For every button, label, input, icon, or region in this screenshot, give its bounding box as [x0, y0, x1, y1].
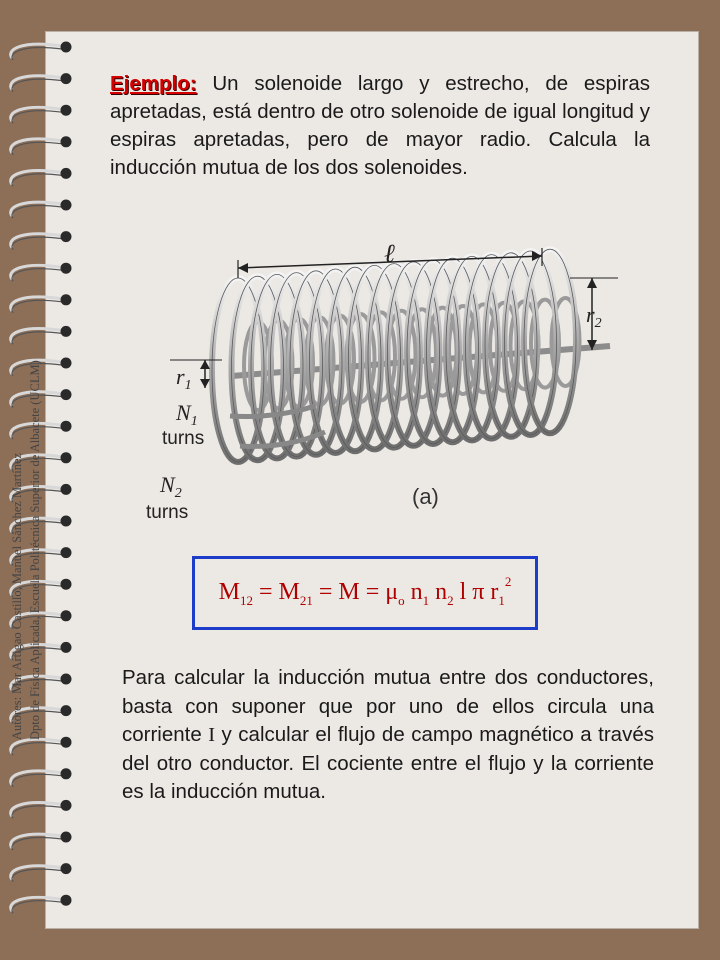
r2-label: $r_2$ — [586, 302, 602, 331]
length-label: ℓ — [384, 239, 395, 268]
binding-ring-shadow — [12, 838, 62, 850]
credits — [8, 240, 68, 740]
formula-box — [192, 556, 538, 630]
binding-hole — [61, 73, 72, 84]
binding-ring-shadow — [12, 111, 62, 123]
solenoid-figure — [140, 238, 630, 528]
binding-ring-shadow — [12, 142, 62, 154]
panel-label: (a) — [412, 484, 439, 509]
r1-arrow-top-head — [200, 360, 210, 369]
example-text: Un solenoide largo y estrecho, de espiras apretadas, está dentro de otro solenoide de igual longitud y espiras apretadas, pero de mayor radio. Calcula la inducción mutua de los dos solenoides. — [110, 72, 650, 179]
binding-ring-shadow — [12, 174, 62, 186]
r1-arrow-bottom-head — [200, 379, 210, 388]
binding-hole — [61, 136, 72, 147]
binding-hole — [61, 42, 72, 53]
credits-authors: Autores: Mar Artigao Castillo, Manuel Sánchez Martínez — [10, 452, 24, 740]
example-paragraph — [110, 70, 650, 182]
binding-hole — [61, 895, 72, 906]
binding-ring-shadow — [12, 48, 62, 60]
binding-ring-shadow — [12, 743, 62, 755]
n2-label: $N_2$ — [160, 472, 182, 501]
example-label: Ejemplo: — [110, 72, 197, 95]
credits-department: Dpto de Física Aplicada, Escuela Politécnica Superior de Albacete (UCLM) — [28, 360, 42, 740]
current-symbol: I — [208, 724, 216, 746]
explanation-part1: Para calcular la inducción mutua entre dos conductores, basta con suponer que por uno de ellos circula una corriente — [122, 666, 654, 746]
length-arrow-left-head — [238, 263, 248, 273]
binding-hole — [61, 168, 72, 179]
n1-turns: turns — [162, 428, 205, 449]
binding-hole — [61, 105, 72, 116]
n1-label: $N_1$ — [176, 400, 198, 429]
mutual-inductance-formula: $M_{12} = M_{21} = M = \mu_o$ $n_1$ $n_2$ l π $r_1^2$ — [218, 573, 512, 608]
explanation-paragraph — [122, 664, 654, 807]
binding-ring-shadow — [12, 206, 62, 218]
binding-ring-shadow — [12, 806, 62, 818]
binding-ring-shadow — [12, 79, 62, 91]
binding-hole — [61, 800, 72, 811]
n2-turns: turns — [146, 502, 189, 523]
binding-hole — [61, 200, 72, 211]
binding-ring-shadow — [12, 901, 62, 913]
binding-hole — [61, 768, 72, 779]
binding-ring-shadow — [12, 869, 62, 881]
binding-hole — [61, 863, 72, 874]
binding-hole — [61, 832, 72, 843]
binding-ring-shadow — [12, 774, 62, 786]
r1-label: $r_1$ — [176, 364, 192, 393]
explanation-part2: y calcular el flujo de campo magnético a través del otro conductor. El cociente entre el flujo y la corriente es la inducción mutua. — [122, 723, 654, 803]
r2-arrow-top-head — [587, 278, 597, 288]
